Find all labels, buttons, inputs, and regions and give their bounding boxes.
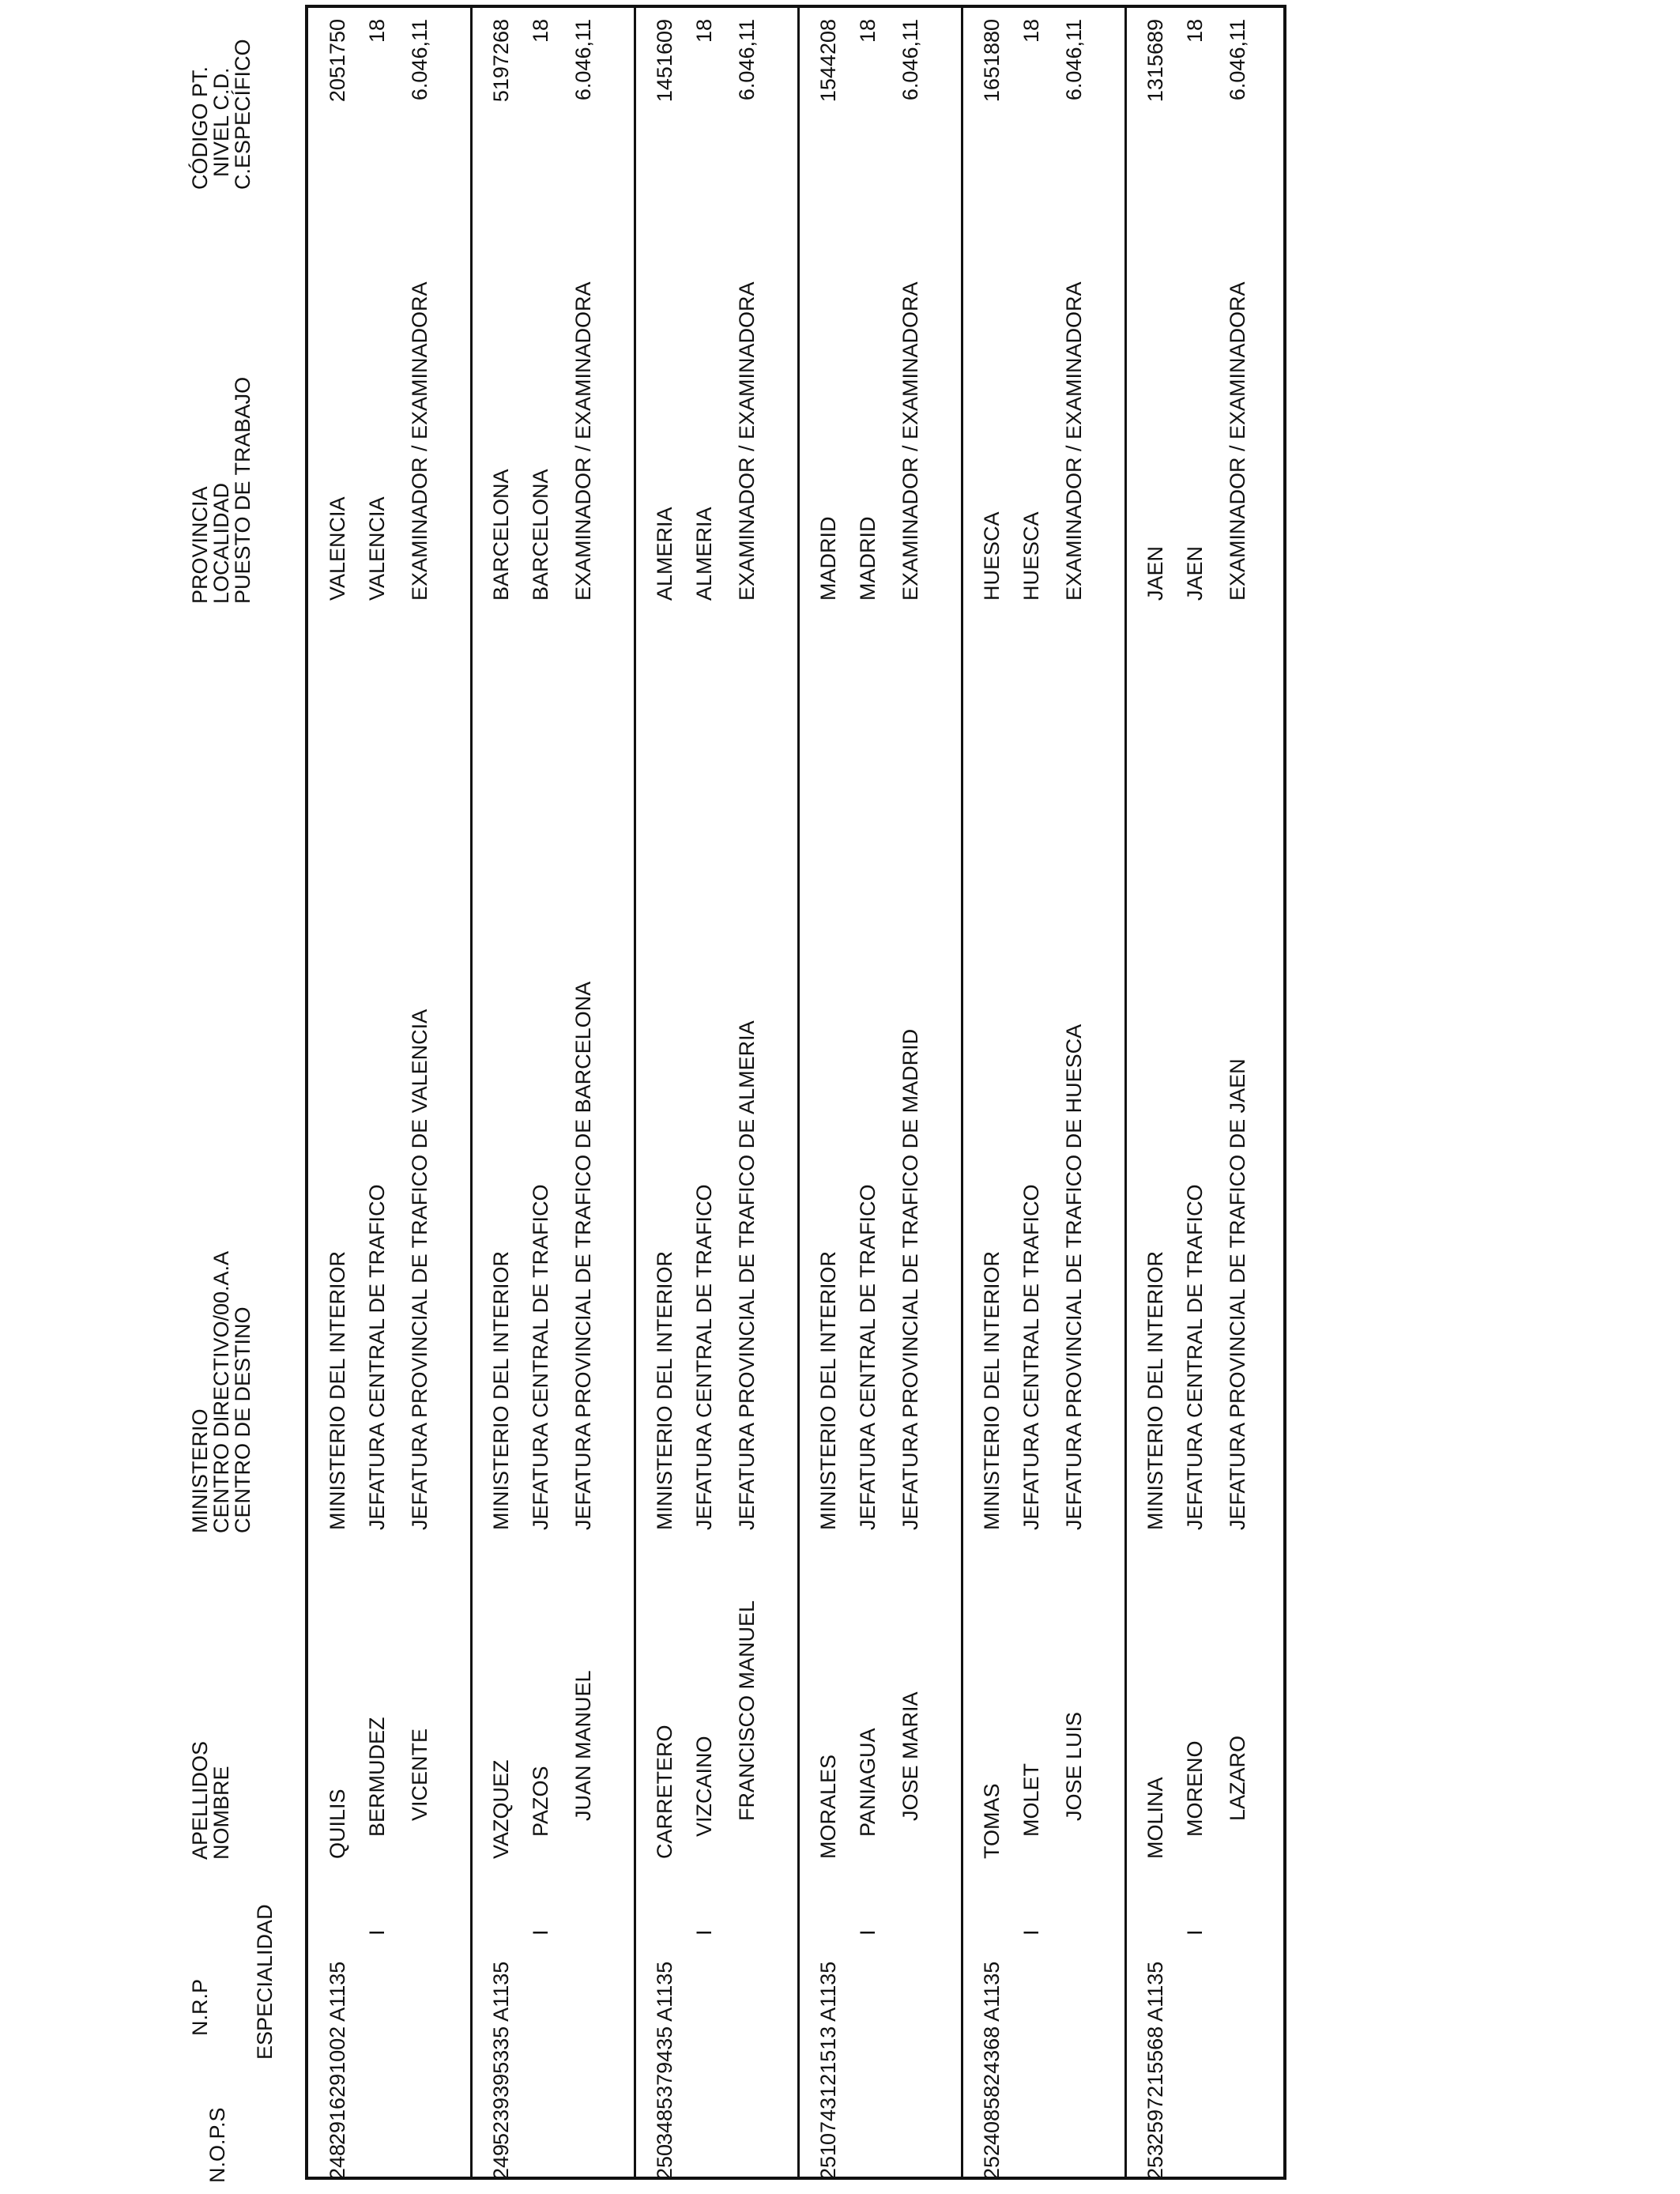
record-apellido-1: CARRETERO [653,1725,676,1859]
record-apellido-2: MOLET [1019,1762,1043,1837]
header-ministerio: MINISTERIO [188,1408,212,1533]
record-codigo: 1651880 [980,19,1004,103]
record-apellido-1: MOLINA [1143,1777,1167,1859]
record-nombre: JOSE LUIS [1062,1711,1086,1821]
record-centro-destino: JEFATURA PROVINCIAL DE TRAFICO DE MADRID [898,1028,922,1530]
record-centro-destino: JEFATURA PROVINCIAL DE TRAFICO DE HUESCA [1062,1023,1086,1530]
record-provincia: ALMERIA [653,507,676,601]
record-row [1126,8,1290,2180]
record-puesto: EXAMINADOR / EXAMINADORA [408,281,431,601]
record-apellido-2: PAZOS [529,1766,552,1837]
header-centro-directivo: CENTRO DIRECTIVO/00.A.A [209,1250,233,1533]
record-nivel: 18 [365,19,389,43]
header-especifico: C.ESPECÍFICO [231,39,254,190]
record-apellido-2: MORENO [1183,1740,1207,1837]
record-puesto: EXAMINADOR / EXAMINADORA [898,281,922,601]
record-provincia: HUESCA [980,511,1004,601]
record-especifico: 6.046,11 [735,19,759,101]
header-nops: N.O.P.S [205,2107,229,2183]
header-nivel: NIVEL C.D. [209,67,233,177]
record-especialidad: I [692,1929,716,1936]
record-nombre: JUAN MANUEL [571,1670,595,1821]
records-table [305,5,1286,2180]
record-nivel: 18 [1183,19,1207,43]
record-row [472,8,635,2180]
record-localidad: JAEN [1183,545,1207,601]
record-provincia: BARCELONA [489,469,513,601]
record-centro-directivo: JEFATURA CENTRAL DE TRAFICO [1019,1184,1043,1530]
record-row [962,8,1126,2180]
record-nrp: 4085824368 A1135 [980,1961,1004,2145]
record-puesto: EXAMINADOR / EXAMINADORA [571,281,595,601]
record-localidad: BARCELONA [529,469,552,601]
record-nombre: VICENTE [408,1728,431,1821]
record-nrp: 2597215568 A1135 [1143,1961,1167,2145]
record-centro-destino: JEFATURA PROVINCIAL DE TRAFICO DE VALENCIA [408,1008,431,1530]
record-nops: 251 [816,2143,840,2180]
record-nivel: 18 [856,19,880,43]
record-puesto: EXAMINADOR / EXAMINADORA [1226,281,1249,601]
record-nrp: 2916291002 A1135 [326,1961,349,2145]
record-provincia: JAEN [1143,545,1167,601]
record-especialidad: I [365,1929,389,1936]
header-nrp: N.R.P [188,1978,212,2036]
record-especifico: 6.046,11 [1062,19,1086,101]
record-apellido-2: BERMUDEZ [365,1717,389,1837]
record-provincia: MADRID [816,516,840,601]
record-especialidad: I [1183,1929,1207,1936]
record-centro-directivo: JEFATURA CENTRAL DE TRAFICO [365,1184,389,1530]
header-centro-destino: CENTRO DE DESTINO [231,1306,254,1533]
record-nombre: JOSE MARIA [898,1691,922,1821]
record-row [635,8,799,2180]
record-nops: 253 [1143,2143,1167,2180]
record-nops: 252 [980,2143,1004,2180]
header-nombre: NOMBRE [209,1766,233,1860]
record-nops: 249 [489,2143,513,2180]
record-nombre: FRANCISCO MANUEL [735,1600,759,1821]
record-centro-destino: JEFATURA PROVINCIAL DE TRAFICO DE BARCELONA [571,981,595,1530]
record-centro-destino: JEFATURA PROVINCIAL DE TRAFICO DE ALMERIA [735,1020,759,1530]
header-provincia: PROVINCIA [188,486,212,604]
header-especialidad: ESPECIALIDAD [253,1904,277,2060]
record-especialidad: I [856,1929,880,1936]
record-row [308,8,472,2180]
record-especifico: 6.046,11 [408,19,431,101]
record-codigo: 1315689 [1143,19,1167,103]
record-especialidad: I [529,1929,552,1936]
record-nombre: LAZARO [1226,1735,1249,1821]
record-ministerio: MINISTERIO DEL INTERIOR [816,1250,840,1530]
record-ministerio: MINISTERIO DEL INTERIOR [653,1250,676,1530]
record-centro-directivo: JEFATURA CENTRAL DE TRAFICO [692,1184,716,1530]
record-apellido-1: QUILIS [326,1789,349,1859]
record-codigo: 1451609 [653,19,676,103]
header-apellidos: APELLIDOS [188,1740,212,1860]
record-nivel: 18 [692,19,716,43]
record-apellido-1: TOMAS [980,1783,1004,1859]
record-provincia: VALENCIA [326,496,349,601]
record-localidad: VALENCIA [365,496,389,601]
record-nops: 250 [653,2143,676,2180]
record-apellido-2: PANIAGUA [856,1728,880,1837]
record-especifico: 6.046,11 [1226,19,1249,101]
record-ministerio: MINISTERIO DEL INTERIOR [1143,1250,1167,1530]
record-codigo: 5197268 [489,19,513,103]
record-nrp: 0743121513 A1135 [816,1961,840,2145]
record-centro-destino: JEFATURA PROVINCIAL DE TRAFICO DE JAEN [1226,1058,1249,1530]
record-puesto: EXAMINADOR / EXAMINADORA [1062,281,1086,601]
record-apellido-1: VAZQUEZ [489,1759,513,1859]
record-nrp: 5239395335 A1135 [489,1961,513,2145]
record-ministerio: MINISTERIO DEL INTERIOR [980,1250,1004,1530]
record-ministerio: MINISTERIO DEL INTERIOR [326,1250,349,1530]
header-localidad: LOCALIDAD [209,482,233,604]
header-codigo: CÓDIGO PT. [188,66,212,190]
record-localidad: HUESCA [1019,511,1043,601]
record-puesto: EXAMINADOR / EXAMINADORA [735,281,759,601]
record-nivel: 18 [1019,19,1043,43]
record-especifico: 6.046,11 [571,19,595,101]
record-apellido-2: VIZCAINO [692,1736,716,1837]
record-row [799,8,962,2180]
record-nops: 248 [326,2143,349,2180]
record-nivel: 18 [529,19,552,43]
record-localidad: ALMERIA [692,507,716,601]
record-codigo: 2051750 [326,19,349,103]
record-ministerio: MINISTERIO DEL INTERIOR [489,1250,513,1530]
record-especifico: 6.046,11 [898,19,922,101]
record-centro-directivo: JEFATURA CENTRAL DE TRAFICO [856,1184,880,1530]
record-especialidad: I [1019,1929,1043,1936]
record-codigo: 1544208 [816,19,840,103]
header-puesto: PUESTO DE TRABAJO [231,376,254,604]
record-apellido-1: MORALES [816,1754,840,1859]
record-localidad: MADRID [856,516,880,601]
record-centro-directivo: JEFATURA CENTRAL DE TRAFICO [529,1184,552,1530]
record-centro-directivo: JEFATURA CENTRAL DE TRAFICO [1183,1184,1207,1530]
record-nrp: 3485379435 A1135 [653,1961,676,2145]
